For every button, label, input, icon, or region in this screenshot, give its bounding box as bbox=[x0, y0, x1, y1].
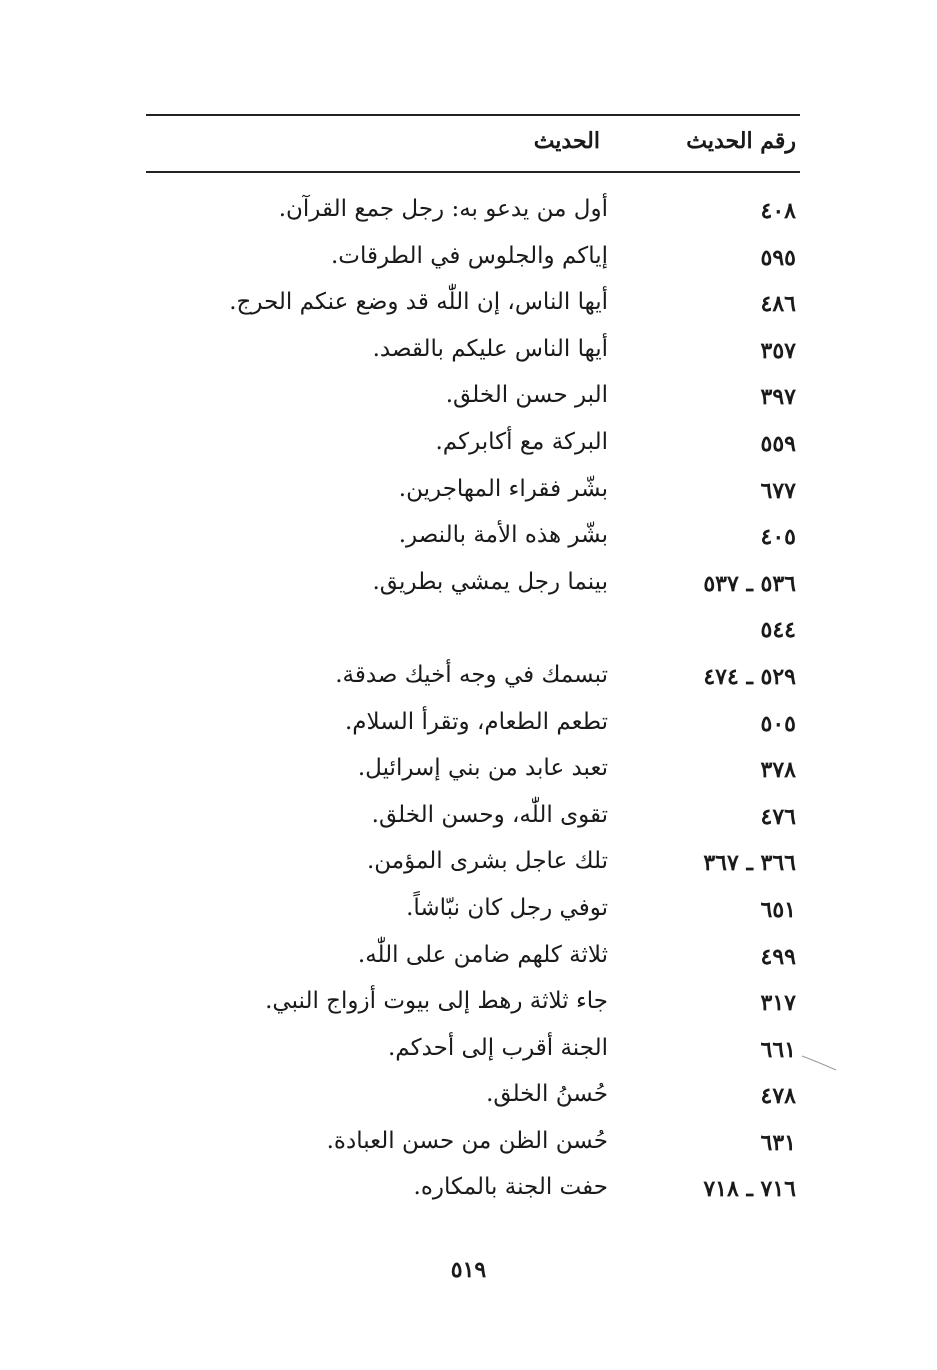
pencil-mark bbox=[800, 1052, 840, 1074]
table-row bbox=[146, 891, 800, 938]
top-rule bbox=[146, 114, 800, 116]
hadith-text: حُسن الظن من حسن العبادة. bbox=[326, 1127, 608, 1154]
hadith-text: تلك عاجل بشرى المؤمن. bbox=[366, 848, 608, 875]
hadith-text: بينما رجل يمشي بطريق. bbox=[372, 568, 608, 595]
hadith-number: ٥٢٩ ـ ٤٧٤ bbox=[703, 663, 796, 690]
hadith-text: جاء ثلاثة رهط إلى بيوت أزواج النبي. bbox=[265, 988, 608, 1015]
table-row bbox=[146, 285, 800, 332]
table-row bbox=[146, 705, 800, 752]
table-row bbox=[146, 565, 800, 612]
hadith-number: ٣٥٧ bbox=[760, 337, 796, 364]
hadith-number: ٤٠٥ bbox=[760, 524, 796, 551]
table-row bbox=[146, 239, 800, 286]
hadith-text: توفي رجل كان نبّاشاً. bbox=[406, 894, 608, 921]
hadith-number: ٥٩٥ bbox=[760, 244, 796, 271]
hadith-text: أيها الناس، إن اللّٰه قد وضع عنكم الحرج. bbox=[229, 289, 608, 316]
hadith-text: بشّر فقراء المهاجرين. bbox=[398, 475, 608, 502]
table-row bbox=[146, 425, 800, 472]
header-rule bbox=[146, 171, 800, 173]
table-row bbox=[146, 844, 800, 891]
table-row bbox=[146, 751, 800, 798]
hadith-number: ٧١٦ ـ ٧١٨ bbox=[703, 1176, 796, 1203]
hadith-text: البركة مع أكابركم. bbox=[435, 428, 608, 455]
table-row bbox=[146, 378, 800, 425]
hadith-number: ٣١٧ bbox=[760, 990, 796, 1017]
hadith-text: بشّر هذه الأمة بالنصر. bbox=[398, 522, 608, 549]
hadith-number: ٤٧٦ bbox=[760, 803, 796, 830]
hadith-number: ٤٩٩ bbox=[760, 943, 796, 970]
table-row bbox=[146, 518, 800, 565]
hadith-text: البر حسن الخلق. bbox=[445, 382, 608, 409]
hadith-text: حُسنُ الخلق. bbox=[486, 1081, 608, 1108]
hadith-text: تعبد عابد من بني إسرائيل. bbox=[357, 755, 608, 782]
table-row bbox=[146, 472, 800, 519]
hadith-number: ٥٠٥ bbox=[760, 710, 796, 737]
hadith-number: ٥٥٩ bbox=[760, 430, 796, 457]
table-row bbox=[146, 938, 800, 985]
table-row bbox=[146, 611, 800, 658]
table-row bbox=[146, 1170, 800, 1217]
hadith-text: أول من يدعو به: رجل جمع القرآن. bbox=[278, 196, 608, 222]
hadith-text: إياكم والجلوس في الطرقات. bbox=[331, 242, 608, 269]
hadith-number: ٤٠٨ bbox=[760, 198, 796, 224]
hadith-number: ٥٣٦ ـ ٥٣٧ bbox=[703, 570, 796, 597]
table-header bbox=[146, 124, 800, 164]
hadith-text: ثلاثة كلهم ضامن على اللّٰه. bbox=[357, 941, 608, 968]
hadith-text: حفت الجنة بالمكاره. bbox=[413, 1174, 608, 1201]
hadith-text: الجنة أقرب إلى أحدكم. bbox=[388, 1034, 608, 1061]
hadith-number: ٣٩٧ bbox=[760, 384, 796, 411]
page-number: ٥١٩ bbox=[450, 1257, 487, 1283]
header-hadith-label: الحديث bbox=[533, 128, 600, 154]
hadith-number: ٤٨٦ bbox=[760, 291, 796, 318]
table-row bbox=[146, 192, 800, 239]
hadith-number: ٤٧٨ bbox=[760, 1083, 796, 1110]
table-row bbox=[146, 1124, 800, 1171]
hadith-text: تطعم الطعام، وتقرأ السلام. bbox=[344, 708, 608, 735]
table-row bbox=[146, 332, 800, 379]
hadith-text: تقوى اللّٰه، وحسن الخلق. bbox=[371, 801, 608, 828]
table-row bbox=[146, 1077, 800, 1124]
hadith-number: ٦٣١ bbox=[760, 1129, 796, 1156]
hadith-text: تبسمك في وجه أخيك صدقة. bbox=[335, 661, 608, 688]
table-row bbox=[146, 658, 800, 705]
hadith-number: ٣٧٨ bbox=[760, 757, 796, 784]
hadith-number: ٣٦٦ ـ ٣٦٧ bbox=[703, 850, 796, 877]
hadith-number: ٦٥١ bbox=[760, 896, 796, 923]
table-row bbox=[146, 798, 800, 845]
table-row bbox=[146, 984, 800, 1031]
hadith-number: ٥٤٤ bbox=[760, 617, 796, 644]
header-number-label: رقم الحديث bbox=[686, 128, 796, 154]
hadith-text: أيها الناس عليكم بالقصد. bbox=[372, 335, 608, 362]
hadith-index-list bbox=[146, 192, 800, 1217]
table-row bbox=[146, 1031, 800, 1078]
hadith-number: ٦٦١ bbox=[760, 1036, 796, 1063]
hadith-number: ٦٧٧ bbox=[760, 477, 796, 504]
